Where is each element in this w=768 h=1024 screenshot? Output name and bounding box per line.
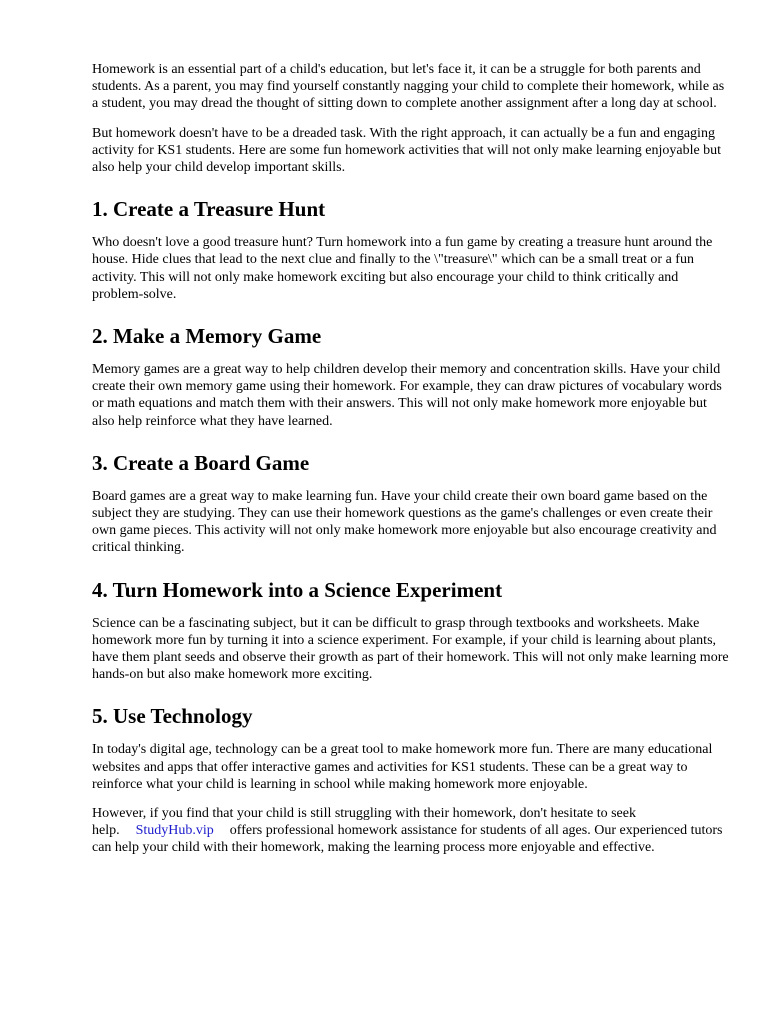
section-3-heading: 3. Create a Board Game [92,450,310,475]
closing-text-after-link: offers professional homework assistance for students of all ages. Our experienced tutors can help your child with their homework, making the learning process more enjoyable and effective. [92,823,723,856]
section-4-heading: 4. Turn Homework into a Science Experiment [92,577,503,602]
article-body [92,61,732,869]
section-3-body: Board games are a great way to make learning fun. Have your child create their own board game based on the subject they are studying. They can use their homework questions as the game's challenges or even create their own game pieces. This activity will not only make homework more enjoyable but also encourage creativity and critical thinking. [92,488,717,556]
closing-text-before-link: However, if you find that your child is still struggling with their homework, don't hesitate to seek help. [92,806,636,839]
intro-paragraph-2: But homework doesn't have to be a dreaded task. With the right approach, it can actually be a fun and engaging activity for KS1 students. Here are some fun homework activities that will not only make learning enjoyable but also help your child develop important skills. [92,125,722,176]
studyhub-link[interactable]: StudyHub.vip [135,823,214,839]
section-2-body: Memory games are a great way to help children develop their memory and concentration skills. Have your child create their own memory game using their homework. For example, they can draw pictures of vocabulary words or math equations and match them with their answers. This will not only make homework more enjoyable but also help reinforce what they have learned. [92,362,722,429]
intro-paragraph-1: Homework is an essential part of a child's education, but let's face it, it can be a struggle for both parents and students. As a parent, you may find yourself constantly nagging your child to complete their homework, while as a student, you may dread the thought of sitting down to complete another assignment after a long day at school. [92,62,725,112]
section-4-body: Science can be a fascinating subject, but it can be difficult to grasp through textbooks and worksheets. Make homework more fun by turning it into a science experiment. For example, if your child is learning about plants, have them plant seeds and observe their growth as part of their homework. This will not only make learning more hands-on but also make homework more exciting. [92,615,729,683]
section-1-heading: 1. Create a Treasure Hunt [92,197,326,222]
section-5-body: In today's digital age, technology can be a great tool to make homework more fun. There are many educational websites and apps that offer interactive games and activities for KS1 students. These can be a great way to reinforce what your child is learning in school while making homework more enjoyable. [92,742,713,792]
section-2-heading: 2. Make a Memory Game [92,324,322,349]
section-1-body: Who doesn't love a good treasure hunt? Turn homework into a fun game by creating a treasure hunt around the house. Hide clues that lead to the next clue and finally to the \"treasure\" which can be a small treat or a fun activity. This will not only make homework exciting but also encourage your child to think critically and problem-solve. [92,235,713,302]
closing-paragraph [92,805,732,857]
section-5-heading: 5. Use Technology [92,704,253,729]
